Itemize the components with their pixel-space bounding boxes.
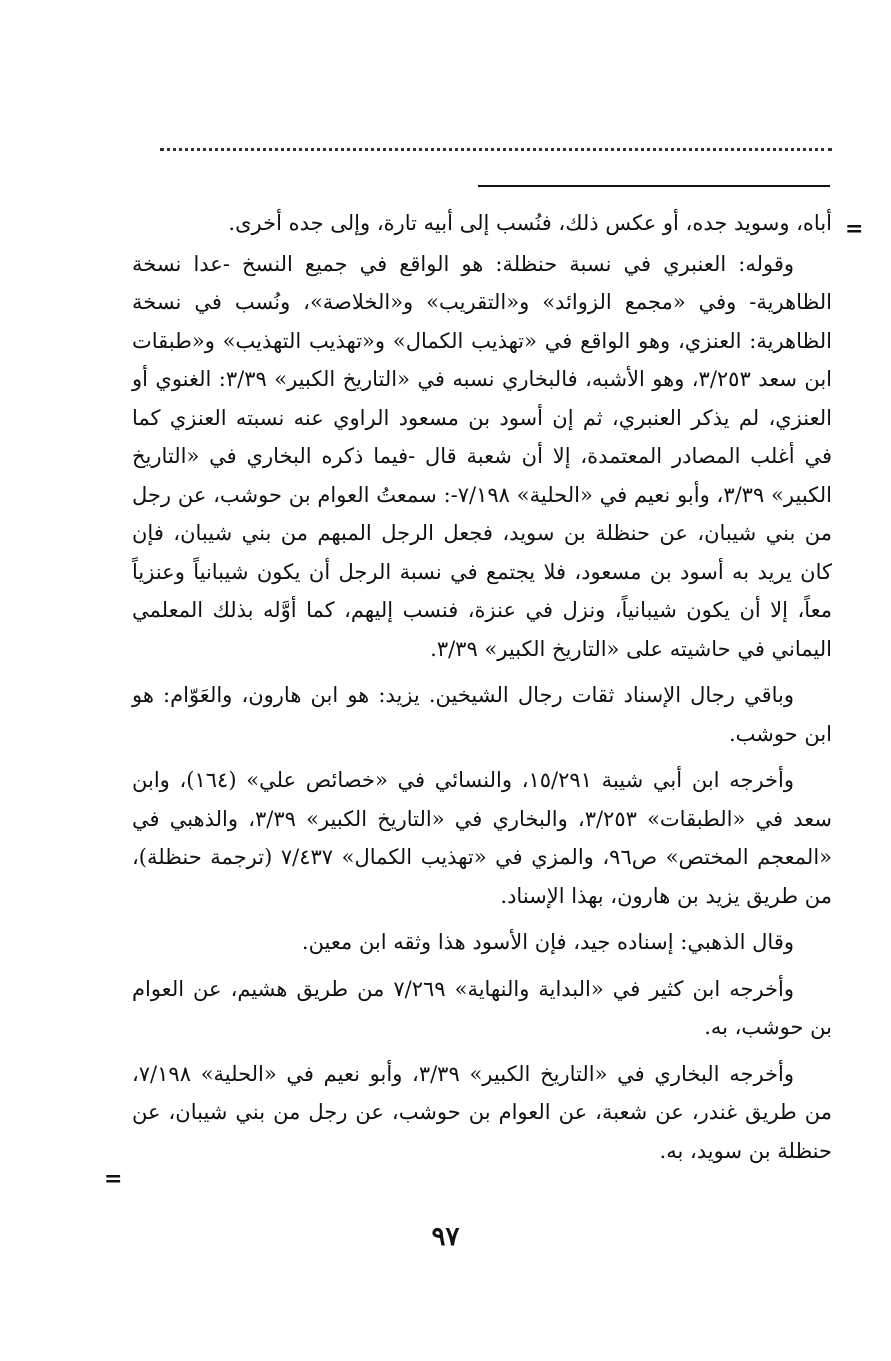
footnote-paragraph: وأخرجه ابن أبي شيبة ١٥/٢٩١، والنسائي في «خصائص علي» (١٦٤)، وابن سعد في «الطبقات» ٣/٢٥٣، والبخاري في «التاريخ الكبير» ٣/٣٩، والذهبي في «المعجم المختص» ص٩٦، والمزي في «تهذيب الكمال» ٧/٤٣٧ (ترجمة حنظلة)، من طريق يزيد بن هارون، بهذا الإسناد. [132, 768, 833, 908]
continuation-marker-bottom: = [104, 1166, 123, 1192]
footnote-paragraph: وقال الذهبي: إسناده جيد، فإن الأسود هذا وثقه ابن معين. [301, 930, 794, 954]
footnote-paragraph: وأخرجه ابن كثير في «البداية والنهاية» ٧/٢٦٩ من طريق هشيم، عن العوام بن حوشب، به. [132, 976, 832, 1039]
footnote-paragraph: وأخرجه البخاري في «التاريخ الكبير» ٣/٣٩، وأبو نعيم في «الحلية» ٧/١٩٨، من طريق غندر، عن شعبة، عن العوام بن حوشب، عن رجل من بني شيبان، عن حنظلة بن سويد، به. [132, 1061, 832, 1163]
footnote-paragraph: وقوله: العنبري في نسبة حنظلة: هو الواقع في جميع النسخ -عدا نسخة الظاهرية- وفي «مجمع الزوائد» و«التقريب» و«الخلاصة»، ونُسب في نسخة الظاهرية: العنزي، وهو الواقع في «تهذيب الكمال» و«تهذيب التهذيب» و«طبقات ابن سعد ٣/٢٥٣، وهو الأشبه، فالبخاري نسبه في «التاريخ الكبير» ٣/٣٩: الغنوي أو العنزي، لم يذكر العنبري، ثم إن أسود بن مسعود الراوي عنه نسبته العنزي كما في أغلب المصادر المعتمدة، إلا أن شعبة قال -فيما ذكره البخاري في «التاريخ الكبير» ٣/٣٩، وأبو نعيم في «الحلية» ٧/١٩٨-: سمعتُ العوام بن حوشب، عن رجل من بني شيبان، عن حنظلة بن سويد، فجعل الرجل المبهم من بني شيبان، فإن كان يريد به أسود بن مسعود، فلا يجتمع في نسبة الرجل أن يكون شيبانياً وعنزياً معاً، إلا أن يكون شيبانياً، ونزل في عنزة، فنسب إليهم، كما أوَّله بذلك المعلمي اليماني في حاشيته على «التاريخ الكبير» ٣/٣٩. [132, 251, 833, 661]
page-number: ٩٧ [431, 1222, 460, 1252]
continuation-marker-top: = [845, 216, 864, 242]
footnote-paragraph: أباه، وسويد جده، أو عكس ذلك، فنُسب إلى أبيه تارة، وإلى جده أخرى. [228, 211, 832, 235]
footnote-rule [478, 185, 830, 187]
dotted-separator [160, 148, 832, 151]
footnote-text-block [132, 204, 832, 1178]
footnote-paragraph: وباقي رجال الإسناد ثقات رجال الشيخين. يزيد: هو ابن هارون، والعَوّام: هو ابن حوشب. [132, 683, 832, 746]
